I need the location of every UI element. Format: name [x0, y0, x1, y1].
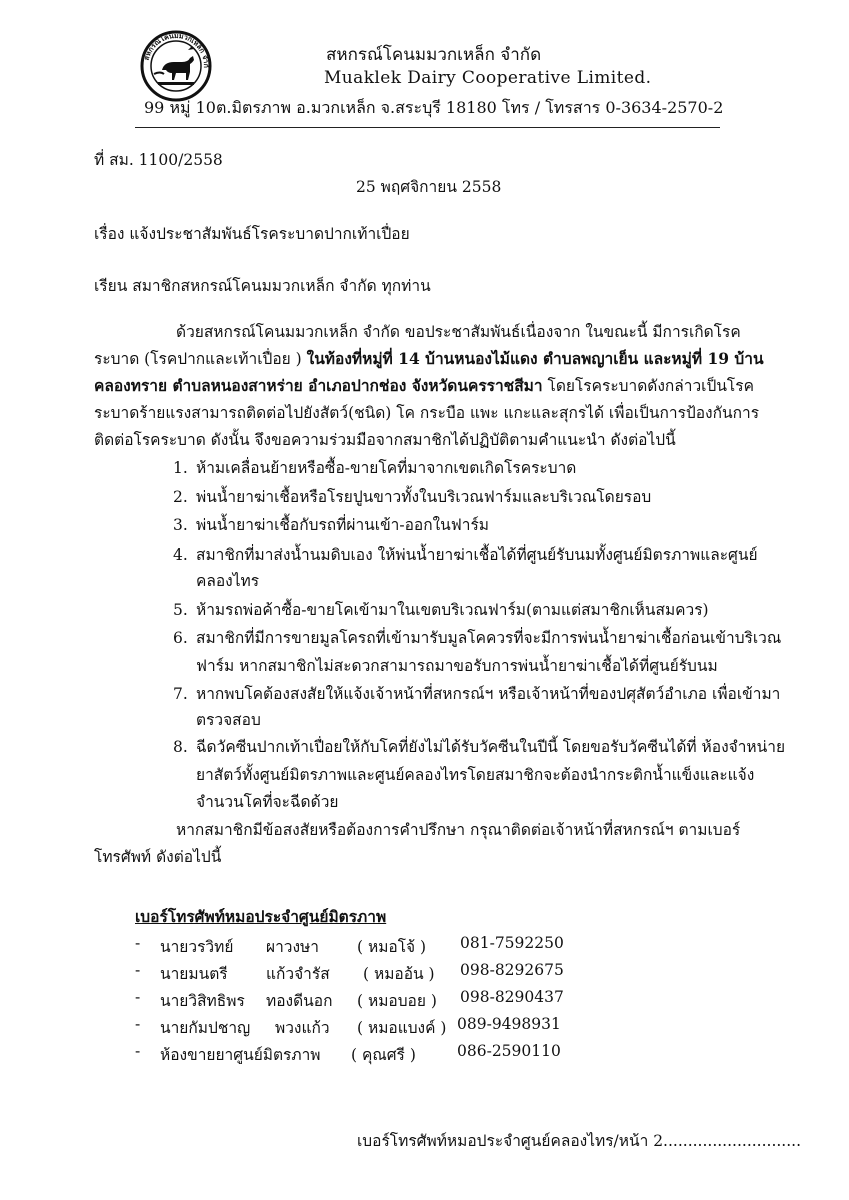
item-3-text: พ่นน้ำยาฆ่าเชื้อกับรถที่ผ่านเข้า-ออกในฟาร์ม	[196, 516, 489, 534]
organization-name-thai: สหกรณ์โคนมมวกเหล็ก จำกัด	[326, 45, 542, 65]
page-continuation-note: เบอร์โทรศัพท์หมอประจำศูนย์คลองไทร/หน้า 2............................	[357, 1132, 802, 1150]
item-6-text-line-2: ฟาร์ม หากสมาชิกไม่สะดวกสามารถมาขอรับการพ่นน้ำยาฆ่าเชื้อได้ที่ศูนย์รับนม	[196, 657, 718, 675]
intro-line-3-regular: โดยโรคระบาดดังกล่าวเป็นโรค	[542, 377, 754, 395]
phone-row-surname: แก้วจำรัส	[266, 965, 330, 983]
phone-row-surname: พวงแก้ว	[275, 1019, 330, 1037]
phone-row-nickname: ( หมอแบงค์ )	[357, 1019, 447, 1037]
intro-line-2-regular: ระบาด (โรคปากและเท้าเปื่อย )	[94, 350, 307, 368]
item-1-text: ห้ามเคลื่อนย้ายหรือซื้อ-ขายโคที่มาจากเขตเกิดโรคระบาด	[196, 459, 577, 477]
letter-recipient: เรียน สมาชิกสหกรณ์โคนมมวกเหล็ก จำกัด ทุกท่าน	[94, 277, 431, 295]
phone-row-surname: ทองดีนอก	[266, 992, 333, 1010]
item-5-text: ห้ามรถพ่อค้าซื้อ-ขายโคเข้ามาในเขตบริเวณฟาร์ม(ตามแต่สมาชิกเห็นสมควร)	[196, 601, 709, 619]
phone-row-dash: -	[135, 961, 141, 979]
item-4-number: 4.	[173, 546, 188, 564]
item-1-number: 1.	[173, 459, 188, 477]
cooperative-seal-logo	[140, 30, 212, 102]
item-4-text-line-1: สมาชิกที่มาส่งน้ำนมดิบเอง ให้พ่นน้ำยาฆ่าเชื้อได้ที่ศูนย์รับนมทั้งศูนย์มิตรภาพและศูนย์	[196, 546, 758, 564]
item-8-text-line-3: จำนวนโคที่จะฉีดด้วย	[196, 793, 339, 811]
item-2-text: พ่นน้ำยาฆ่าเชื้อหรือโรยปูนขาวทั้งในบริเวณฟาร์มและบริเวณโดยรอบ	[196, 488, 652, 506]
item-8-text-line-2: ยาสัตว์ทั้งศูนย์มิตรภาพและศูนย์คลองไทรโดยสมาชิกจะต้องนำกระติกน้ำแข็งและแจ้ง	[196, 766, 755, 784]
item-8-text-line-1: ฉีดวัคซีนปากเท้าเปื่อยให้กับโคที่ยังไม่ได้รับวัคซีนในปีนี้ โดยขอรับวัคซีนได้ที่ ห้องจำหน่าย	[196, 738, 786, 756]
phone-row-surname: ผาวงษา	[266, 938, 319, 956]
phone-row-dash: -	[135, 988, 141, 1006]
phone-row-nickname: ( หมออ้น )	[363, 965, 435, 983]
item-6-text-line-1: สมาชิกที่มีการขายมูลโครถที่เข้ามารับมูลโคควรที่จะมีการพ่นน้ำยาฆ่าเชื้อก่อนเข้าบริเวณ	[196, 629, 782, 647]
phone-row-dash: -	[135, 1015, 141, 1033]
phone-row-nickname: ( หมอบอย )	[357, 992, 437, 1010]
reference-number: ที่ สม. 1100/2558	[94, 151, 223, 169]
item-7-text-line-1: หากพบโคต้องสงสัยให้แจ้งเจ้าหน้าที่สหกรณ์ฯ หรือเจ้าหน้าที่ของปศุสัตว์อำเภอ เพื่อเข้ามา	[196, 685, 781, 703]
item-8-number: 8.	[173, 738, 188, 756]
phone-row-dash: -	[135, 934, 141, 952]
item-7-text-line-2: ตรวจสอบ	[196, 711, 261, 729]
phone-row-name: นายวิสิทธิพร	[160, 992, 245, 1010]
item-5-number: 5.	[173, 601, 188, 619]
item-2-number: 2.	[173, 488, 188, 506]
phone-row-name: นายวรวิทย์	[160, 938, 234, 956]
phone-list-heading: เบอร์โทรศัพท์หมอประจำศูนย์มิตรภาพ	[135, 907, 387, 926]
intro-line-4: ระบาดร้ายแรงสามารถติดต่อไปยังสัตว์(ชนิด) โค กระบือ แพะ แกะและสุกรได้ เพื่อเป็นการป้องกันการ	[94, 404, 760, 422]
phone-row-number: 081-7592250	[460, 934, 564, 952]
phone-row-dash: -	[135, 1042, 141, 1060]
phone-row-number: 089-9498931	[457, 1015, 561, 1033]
intro-line-2	[94, 349, 764, 369]
organization-name-english: Muaklek Dairy Cooperative Limited.	[324, 68, 652, 88]
intro-line-2-bold: ในท้องที่หมู่ที่ 14 บ้านหนองไม้แดง ตำบลพญาเย็น และหมู่ที่ 19 บ้าน	[306, 349, 764, 368]
item-7-number: 7.	[173, 685, 188, 703]
organization-address: 99 หมู่ 10ต.มิตรภาพ อ.มวกเหล็ก จ.สระบุรี 18180 โทร / โทรสาร 0-3634-2570-2	[144, 98, 724, 117]
phone-row-number: 098-8290437	[460, 988, 564, 1006]
letter-date: 25 พฤศจิกายน 2558	[356, 178, 502, 196]
letter-subject: เรื่อง แจ้งประชาสัมพันธ์โรคระบาดปากเท้าเปื่อย	[94, 225, 410, 243]
item-6-number: 6.	[173, 629, 188, 647]
intro-line-3	[94, 376, 754, 396]
phone-row-number: 086-2590110	[457, 1042, 561, 1060]
letterhead-divider	[135, 127, 720, 128]
item-4-text-line-2: คลองไทร	[196, 572, 260, 590]
intro-line-3-bold: คลองทราย ตำบลหนองสาหร่าย อำเภอปากช่อง จังหวัดนครราชสีมา	[94, 376, 543, 395]
intro-line-1: ด้วยสหกรณ์โคนมมวกเหล็ก จำกัด ขอประชาสัมพันธ์เนื่องจาก ในขณะนี้ มีการเกิดโรค	[176, 323, 741, 341]
phone-row-name: นายกัมปชาญ	[160, 1019, 251, 1037]
phone-row-name: นายมนตรี	[160, 965, 228, 983]
intro-line-5: ติดต่อโรคระบาด ดังนั้น จึงขอความร่วมมือจากสมาชิกได้ปฏิบัติตามคำแนะนำ ดังต่อไปนี้	[94, 431, 676, 449]
svg-text:สหกรณ์โคนมมวกเหล็ก จำกัด: สหกรณ์โคนมมวกเหล็ก จำกั	[142, 31, 211, 68]
phone-row-nickname: ( คุณศรี )	[351, 1046, 416, 1064]
item-3-number: 3.	[173, 516, 188, 534]
phone-row-number: 098-8292675	[460, 961, 564, 979]
closing-line-2: โทรศัพท์ ดังต่อไปนี้	[94, 848, 222, 866]
phone-row-name: ห้องขายยาศูนย์มิตรภาพ	[160, 1046, 321, 1064]
closing-line-1: หากสมาชิกมีข้อสงสัยหรือต้องการคำปรึกษา กรุณาติดต่อเจ้าหน้าที่สหกรณ์ฯ ตามเบอร์	[176, 821, 741, 839]
phone-row-nickname: ( หมอโจ้ )	[357, 938, 427, 956]
